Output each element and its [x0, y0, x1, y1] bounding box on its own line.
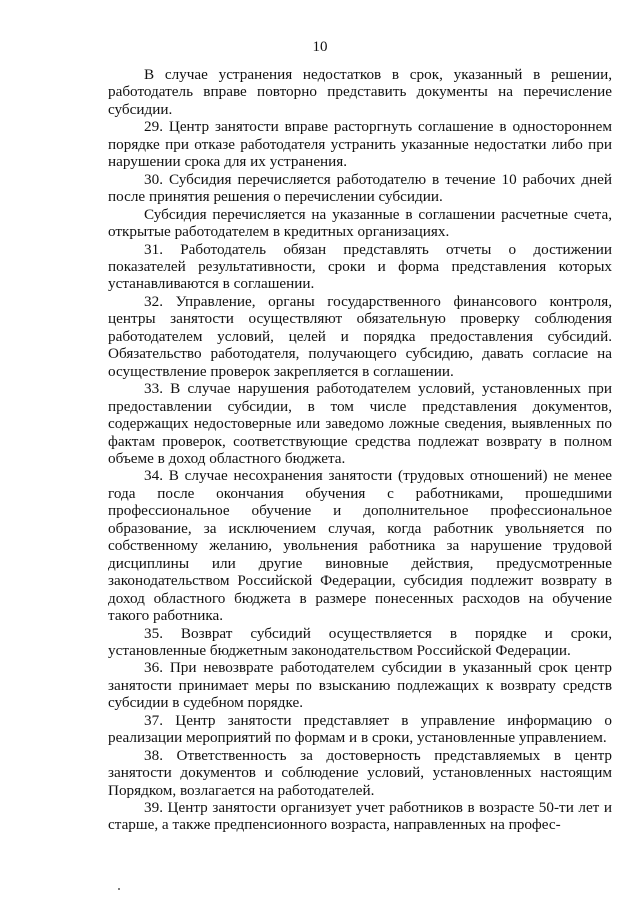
paragraph-resubmission: В случае устранения недостатков в срок, указанный в решении, работодатель вправе повторно представить документы на перечисление субсидии.: [108, 66, 612, 118]
paragraph-29: 29. Центр занятости вправе расторгнуть соглашение в одностороннем порядке при отказе работодателя устранить указанные недостатки либо при нарушении срока для их устранения.: [108, 118, 612, 171]
scan-speck: [118, 888, 120, 890]
page-number: 10: [312, 39, 328, 55]
paragraph-39: 39. Центр занятости организует учет работников в возрасте 50-ти лет и старше, а также предпенсионного возраста, направленных на профес-: [108, 799, 612, 834]
paragraph-37: 37. Центр занятости представляет в управление информацию о реализации мероприятий по формам и в сроки, установленные управлением.: [108, 711, 612, 747]
paragraph-30: 30. Субсидия перечисляется работодателю в течение 10 рабочих дней после принятия решения о перечислении субсидии.: [108, 170, 612, 206]
document-body: [108, 66, 612, 834]
paragraph-30-accounts: Субсидия перечисляется на указанные в соглашении расчетные счета, открытые работодателем в кредитных организациях.: [108, 205, 612, 241]
paragraph-33: 33. В случае нарушения работодателем условий, установленных при предоставлении субсидии, в том числе представления документов, содержащих недостоверные или заведомо ложные сведения, выявленных по фактам проверок, соответствующие средства подлежат возврату в полном объеме в доход областного бюджета.: [108, 380, 612, 467]
paragraph-32: 32. Управление, органы государственного финансового контроля, центры занятости осуществляют обязательную проверку соблюдения работодателем условий, целей и порядка предоставления субсидий. Обязательство работодателя, получающего субсидию, давать согласие на осуществление проверок закрепляется в соглашении.: [108, 292, 612, 380]
paragraph-38: 38. Ответственность за достоверность представляемых в центр занятости документов и соблюдение условий, установленных настоящим Порядком, возлагается на работодателей.: [108, 746, 612, 799]
paragraph-36: 36. При невозврате работодателем субсидии в указанный срок центр занятости принимает меры по взысканию подлежащих к возврату средств субсидии в судебном порядке.: [108, 659, 612, 712]
paragraph-34: 34. В случае несохранения занятости (трудовых отношений) не менее года после окончания обучения с работниками, прошедшими профессиональное обучение и дополнительное профессиональное образование, за исключением случая, когда работник увольняется по собственному желанию, увольнения работника за нарушение трудовой дисциплины или другие виновные действия, предусмотренные законодательством Российской Федерации, субсидия подлежит возврату в доход областного бюджета в размере понесенных расходов на обучение такого работника.: [108, 467, 612, 625]
paragraph-31: 31. Работодатель обязан представлять отчеты о достижении показателей результативности, сроки и форма представления которых устанавливаются в соглашении.: [108, 240, 612, 293]
paragraph-35: 35. Возврат субсидий осуществляется в порядке и сроки, установленные бюджетным законодательством Российской Федерации.: [108, 624, 612, 659]
